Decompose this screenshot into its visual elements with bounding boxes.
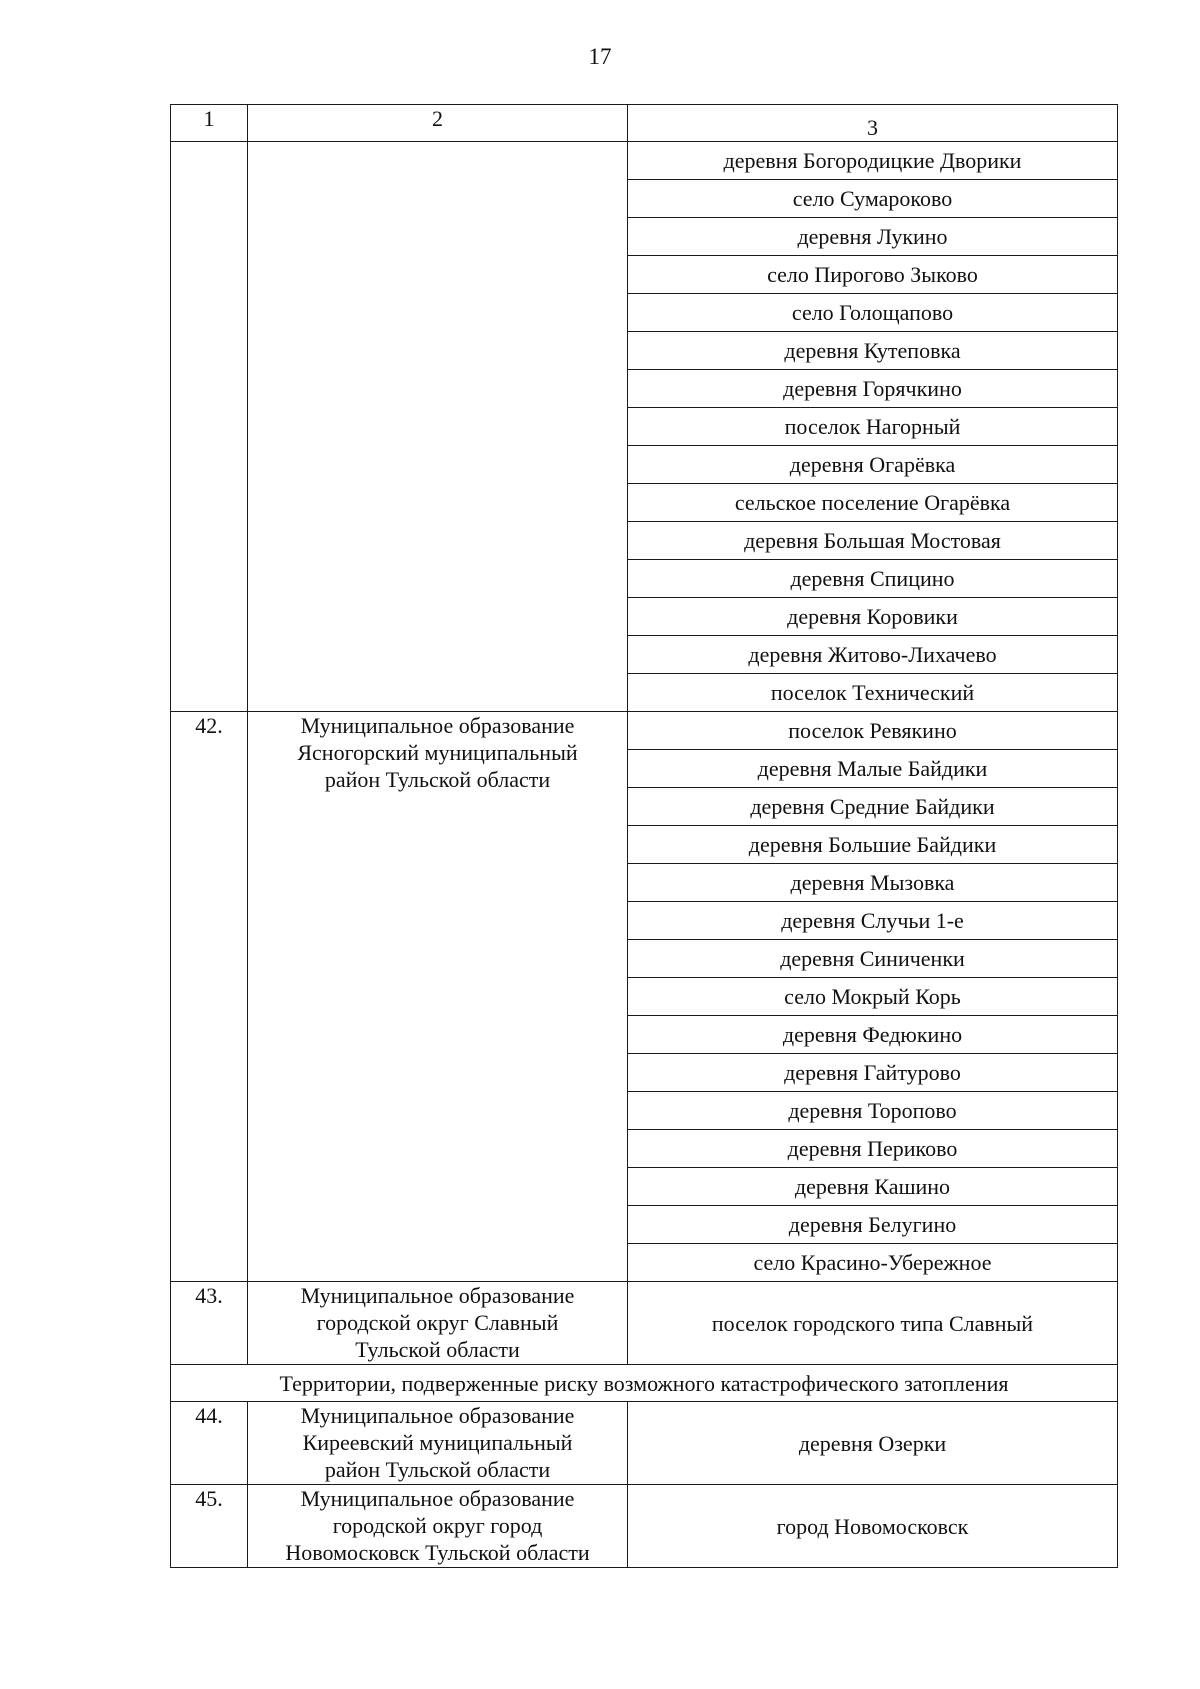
row-number-cell [171, 142, 248, 712]
settlement-cell: село Мокрый Корь [628, 978, 1118, 1016]
municipality-name-line: городской округ Славный [316, 1310, 559, 1335]
settlement-cell: село Пирогово Зыково [628, 256, 1118, 294]
table-row [171, 1402, 1118, 1485]
table-row [171, 712, 1118, 750]
municipality-name-line: Муниципальное образование [300, 1486, 575, 1511]
row-number: 45. [171, 1485, 248, 1568]
settlement-cell: деревня Коровики [628, 598, 1118, 636]
row-number: 43. [171, 1282, 248, 1365]
settlement-cell: деревня Торопово [628, 1092, 1118, 1130]
municipality-cell [248, 142, 628, 712]
settlement-cell: деревня Огарёвка [628, 446, 1118, 484]
settlement-cell: село Голощапово [628, 294, 1118, 332]
settlement-cell: город Новомосковск [628, 1485, 1118, 1568]
settlement-cell: деревня Синиченки [628, 940, 1118, 978]
settlement-cell: сельское поселение Огарёвка [628, 484, 1118, 522]
settlement-cell: деревня Горячкино [628, 370, 1118, 408]
row-number: 44. [171, 1402, 248, 1485]
table-row [171, 1282, 1118, 1365]
municipality-name [248, 1402, 628, 1485]
settlement-cell: деревня Кашино [628, 1168, 1118, 1206]
settlement-cell: деревня Спицино [628, 560, 1118, 598]
municipality-name-line: Муниципальное образование [300, 713, 575, 738]
settlement-cell: деревня Белугино [628, 1206, 1118, 1244]
settlement-cell: село Сумароково [628, 180, 1118, 218]
page-number: 17 [588, 44, 612, 69]
column-header-2: 2 [248, 105, 628, 142]
settlements-table [170, 104, 1118, 1568]
section-heading: Территории, подверженные риску возможного катастрофического затопления [171, 1365, 1118, 1402]
settlement-cell: деревня Кутеповка [628, 332, 1118, 370]
table-row [171, 142, 1118, 180]
settlement-cell: поселок Нагорный [628, 408, 1118, 446]
municipality-name-line: городской округ город [332, 1513, 543, 1538]
municipality-name-line: Муниципальное образование [300, 1403, 575, 1428]
settlement-cell: деревня Случьи 1-е [628, 902, 1118, 940]
municipality-name-line: Новомосковск Тульской области [285, 1540, 590, 1565]
settlement-cell: деревня Озерки [628, 1402, 1118, 1485]
settlement-cell: деревня Мызовка [628, 864, 1118, 902]
municipality-name [248, 712, 628, 1282]
settlement-cell: деревня Малые Байдики [628, 750, 1118, 788]
settlement-cell: деревня Большая Мостовая [628, 522, 1118, 560]
municipality-name [248, 1485, 628, 1568]
settlement-cell: поселок Ревякино [628, 712, 1118, 750]
settlement-cell: село Красино-Убережное [628, 1244, 1118, 1282]
settlement-cell: деревня Федюкино [628, 1016, 1118, 1054]
settlement-cell: деревня Богородицкие Дворики [628, 142, 1118, 180]
settlement-cell: поселок Технический [628, 674, 1118, 712]
settlement-cell: деревня Лукино [628, 218, 1118, 256]
settlement-cell: деревня Житово-Лихачево [628, 636, 1118, 674]
column-header-1: 1 [171, 105, 248, 142]
column-header-3: 3 [628, 105, 1118, 142]
municipality-name-line: Муниципальное образование [300, 1283, 575, 1308]
municipality-name-line: Тульской области [355, 1337, 520, 1362]
municipality-name-line: Ясногорский муниципальный [297, 740, 578, 765]
settlement-cell: деревня Большие Байдики [628, 826, 1118, 864]
settlement-cell: деревня Средние Байдики [628, 788, 1118, 826]
section-heading-row [171, 1365, 1118, 1402]
municipality-name-line: Киреевский муниципальный [302, 1430, 573, 1455]
municipality-name [248, 1282, 628, 1365]
row-number: 42. [171, 712, 248, 1282]
municipality-name-line: район Тульской области [324, 1457, 551, 1482]
settlement-cell: деревня Гайтурово [628, 1054, 1118, 1092]
settlement-cell: деревня Периково [628, 1130, 1118, 1168]
table-row [171, 1485, 1118, 1568]
settlement-cell: поселок городского типа Славный [628, 1282, 1118, 1365]
header-row [171, 105, 1118, 142]
municipality-name-line: район Тульской области [324, 767, 551, 792]
